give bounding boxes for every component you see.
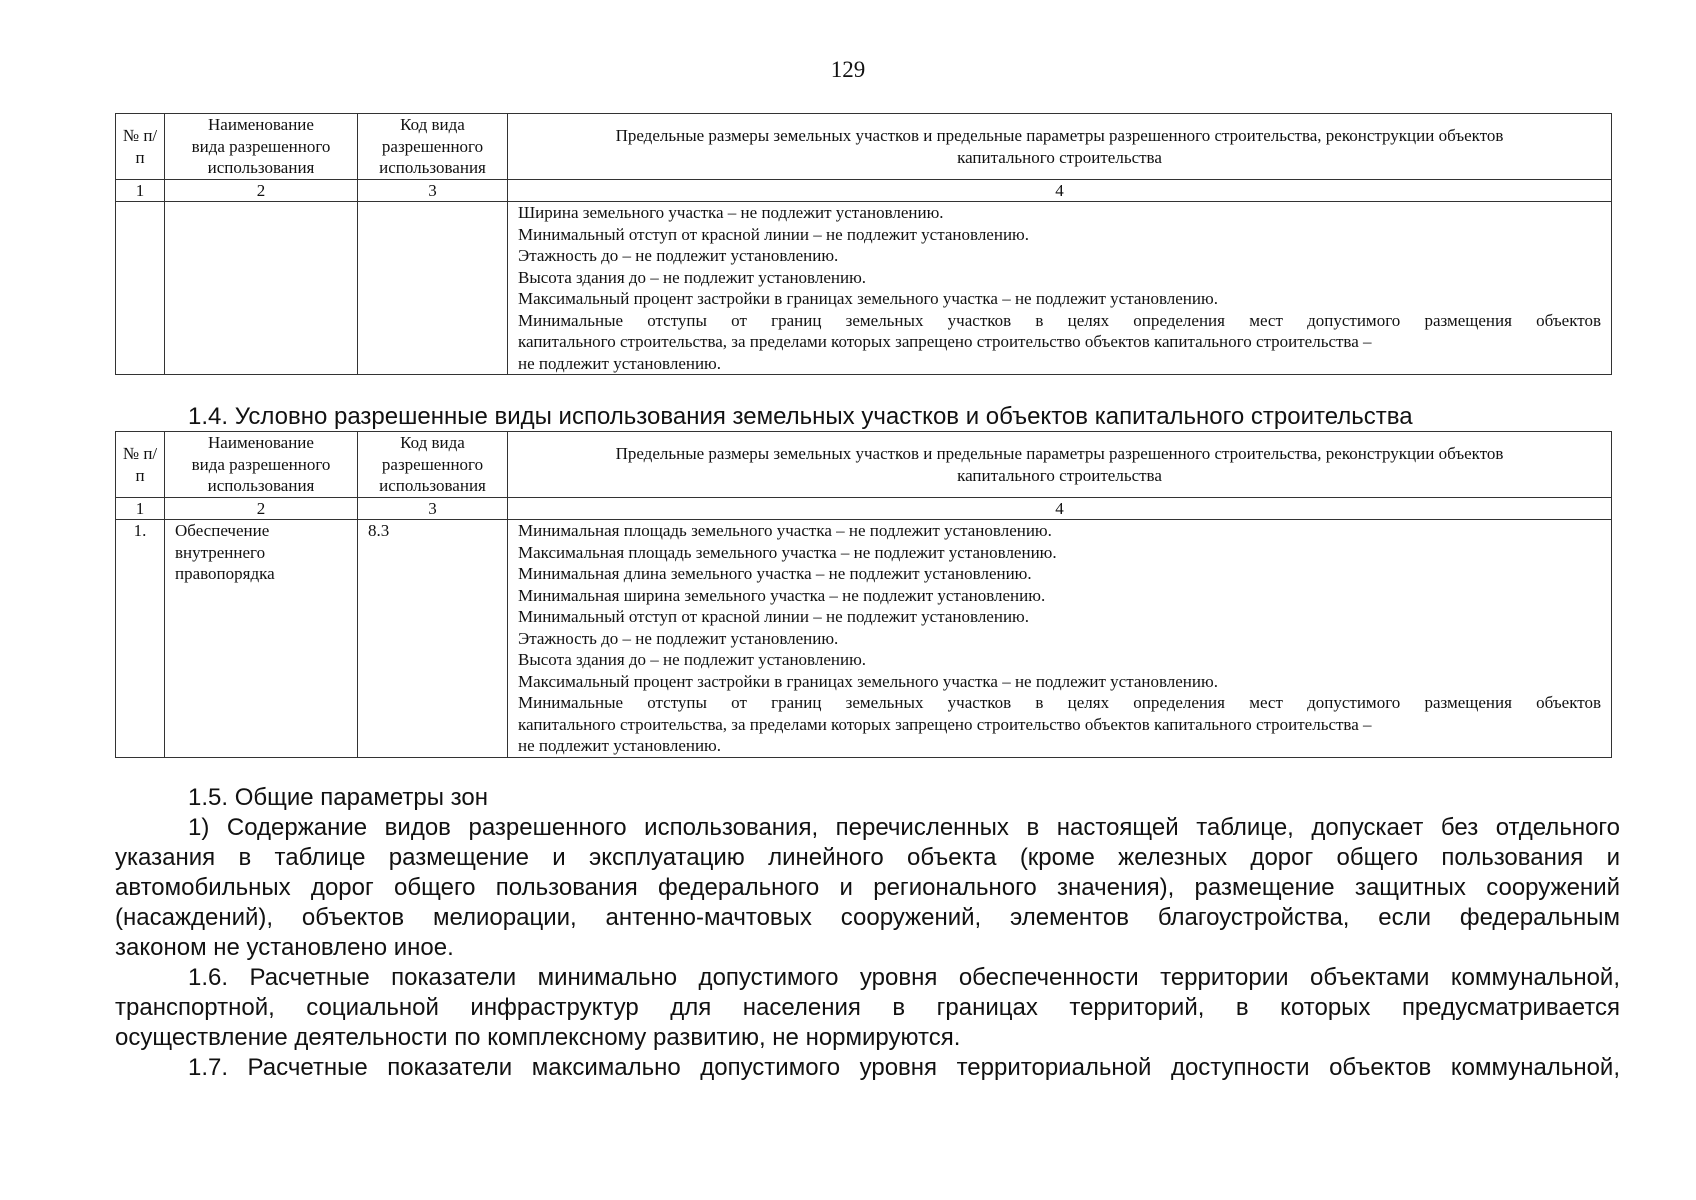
paragraph-line: (насаждений), объектов мелиорации, антенно-мачтовых сооружений, элементов благоустройства, если федеральным [115,904,1620,931]
paragraph-line: 1.6. Расчетные показатели минимально допустимого уровня обеспеченности территории объектами коммунальной, [188,964,1620,991]
parameter-line: капитального строительства, за пределами которых запрещено строительство объектов капитального строительства – [518,332,1372,351]
section-1-5-title: 1.5. Общие параметры зон [188,784,488,811]
conditional-use-table [115,431,1612,758]
parameter-line: Максимальный процент застройки в границах земельного участка – не подлежит установлению. [518,289,1218,308]
header-text: Предельные размеры земельных участков и предельные параметры разрешенного строительства, реконструкции объектов [615,444,1504,463]
paragraph-line: транспортной, социальной инфраструктур для населения в границах территорий, в которых предусматривается [115,994,1620,1021]
header-text: Предельные размеры земельных участков и предельные параметры разрешенного строительства, реконструкции объектов [615,126,1504,145]
paragraph-line: 1.7. Расчетные показатели максимально допустимого уровня территориальной доступности объектов коммунальной, [188,1054,1620,1081]
parameter-line: Минимальные отступы от границ земельных участков в целях определения мест допустимого размещения объектов [518,310,1601,330]
paragraph-line: автомобильных дорог общего пользования федерального и регионального значения), размещение защитных сооружений [115,874,1620,901]
row-name [165,202,358,375]
paragraph-line: 1) Содержание видов разрешенного использования, перечисленных в настоящей таблице, допускает без отдельного [188,814,1620,841]
row-name-line: правопорядка [175,564,275,583]
header-text: разрешенного [381,454,484,474]
header-text: вида разрешенного [191,136,331,156]
row-name-line: внутреннего [175,542,266,562]
header-text: использования [379,476,486,496]
header-text: вида разрешенного [191,454,331,474]
header-text: Код вида [400,433,465,453]
paragraph-line: законом не установлено иное. [115,934,454,961]
table-header-row [116,432,1612,498]
body-text [115,783,1620,1083]
row-parameters [508,520,1612,758]
column-number: 1 [116,180,165,202]
parameter-line: не подлежит установлению. [518,353,722,373]
column-number: 4 [508,180,1612,202]
parameter-line: Минимальный отступ от красной линии – не подлежит установлению. [518,607,1029,626]
table-column-numbers-row [116,180,1612,202]
column-number: 2 [165,498,358,520]
parameter-line: Минимальные отступы от границ земельных участков в целях определения мест допустимого размещения объектов [518,693,1601,712]
paragraph-line: осуществление деятельности по комплексному развитию, не нормируются. [115,1024,961,1051]
header-text: капитального строительства [957,147,1162,167]
header-text: использования [207,476,315,496]
table-header-row [116,114,1612,180]
column-number: 3 [358,498,508,520]
header-text: № п/п [122,444,158,485]
row-name-line: Обеспечение [175,521,270,540]
parameter-line: не подлежит установлению. [518,736,722,755]
column-number: 1 [116,498,165,520]
header-col-parameters [508,432,1612,498]
header-col-number [116,432,165,498]
parameter-line: Максимальная площадь земельного участка – не подлежит установлению. [518,542,1057,562]
parameter-line: Минимальная ширина земельного участка – не подлежит установлению. [518,585,1046,605]
parameter-line: Максимальный процент застройки в границах земельного участка – не подлежит установлению. [518,671,1218,691]
header-col-number [116,114,165,180]
column-number: 4 [508,498,1612,520]
header-text: использования [379,158,486,178]
row-number: 1. [116,520,165,758]
header-text: Наименование [208,115,314,135]
table-row [116,520,1612,758]
section-1-4-title: 1.4. Условно разрешенные виды использования земельных участков и объектов капитального строительства [188,403,1413,430]
parameter-line: Этажность до – не подлежит установлению. [518,246,839,265]
row-number [116,202,165,375]
paragraph-line: указания в таблице размещение и эксплуатацию линейного объекта (кроме железных дорог общего пользования и [115,844,1620,871]
header-text: Наименование [208,433,314,453]
parameter-line: Высота здания до – не подлежит установлению. [518,650,867,669]
table-column-numbers-row [116,498,1612,520]
column-number: 2 [165,180,358,202]
parameter-line: Этажность до – не подлежит установлению. [518,628,839,648]
parameter-line: капитального строительства, за пределами которых запрещено строительство объектов капитального строительства – [518,714,1372,734]
header-col-name [165,114,358,180]
parameter-line: Минимальная площадь земельного участка – не подлежит установлению. [518,521,1052,540]
parameter-line: Высота здания до – не подлежит установлению. [518,267,867,287]
table-row [116,202,1612,375]
parameter-line: Минимальная длина земельного участка – не подлежит установлению. [518,564,1032,583]
header-text: разрешенного [381,136,484,156]
zoning-table-continued [115,113,1612,375]
header-col-code [358,432,508,498]
row-parameters [508,202,1612,375]
parameter-line: Ширина земельного участка – не подлежит установлению. [518,203,944,222]
header-text: капитального строительства [957,465,1162,485]
header-text: Код вида [400,115,465,135]
header-col-code [358,114,508,180]
column-number: 3 [358,180,508,202]
page-number: 129 [830,57,866,82]
header-col-name [165,432,358,498]
row-code [358,202,508,375]
row-code: 8.3 [358,520,508,758]
parameter-line: Минимальный отступ от красной линии – не подлежит установлению. [518,224,1029,244]
header-text: использования [207,158,315,178]
header-text: № п/п [122,126,158,167]
header-col-parameters [508,114,1612,180]
row-name [165,520,358,758]
